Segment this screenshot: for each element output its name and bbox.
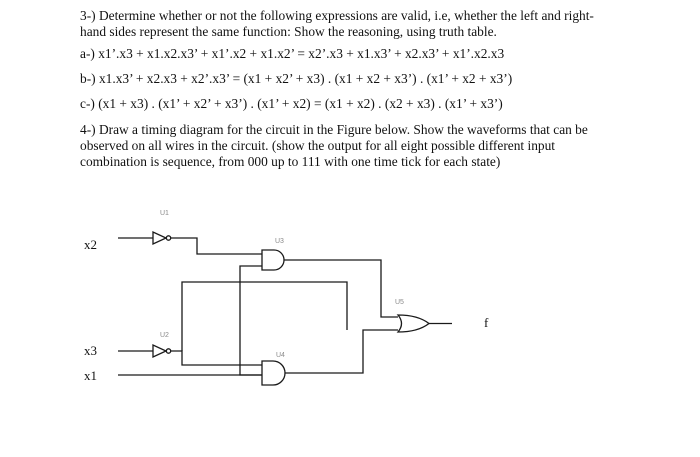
q4-line1: 4-) Draw a timing diagram for the circuit in the Figure below. Show the waveforms that can be — [80, 122, 588, 137]
label-u5: U5 — [395, 299, 404, 306]
gate-u5-or — [398, 315, 429, 332]
q4-line2: observed on all wires in the circuit. (show the output for all eight possible different input — [80, 138, 556, 153]
gate-u2-buffer — [153, 345, 166, 357]
wire-u3-out — [284, 260, 398, 317]
gate-u1-buffer — [153, 232, 166, 244]
label-u4: U4 — [276, 352, 285, 359]
input-label-x1: x1 — [84, 368, 97, 383]
gate-u4-and — [262, 361, 285, 385]
wire-u2-branch — [182, 282, 347, 351]
q3-item-a: a-) x1’.x3 + x1.x2.x3’ + x1’.x2 + x1.x2’ = x2’.x3 + x1.x3’ + x2.x3’ + x1’.x2.x3 — [80, 46, 505, 61]
input-label-x2: x2 — [84, 237, 97, 252]
q3-item-b: b-) x1.x3’ + x2.x3 + x2’.x3’ = (x1 + x2’ + x3) . (x1 + x2 + x3’) . (x1’ + x2 + x3’) — [80, 71, 513, 86]
label-u2: U2 — [160, 332, 169, 339]
gate-u3-and — [262, 250, 284, 270]
wire-u4-out — [285, 330, 398, 373]
q4-line3: combination is sequence, from 000 up to 111 with one time tick for each state) — [80, 154, 501, 169]
wire-u2-out — [171, 351, 262, 365]
input-label-x3: x3 — [84, 343, 97, 358]
output-label-f: f — [484, 315, 489, 330]
q3-heading-line2: hand sides represent the same function: Show the reasoning, using truth table. — [80, 24, 497, 39]
q3-heading-line1: 3-) Determine whether or not the following expressions are valid, i.e, whether the left and right- — [80, 8, 594, 23]
wire-u1-out — [171, 238, 262, 254]
label-u3: U3 — [275, 238, 284, 245]
q3-item-c: c-) (x1 + x3) . (x1’ + x2’ + x3’) . (x1’ + x2) = (x1 + x2) . (x2 + x3) . (x1’ + x3’) — [80, 96, 503, 111]
label-u1: U1 — [160, 210, 169, 217]
